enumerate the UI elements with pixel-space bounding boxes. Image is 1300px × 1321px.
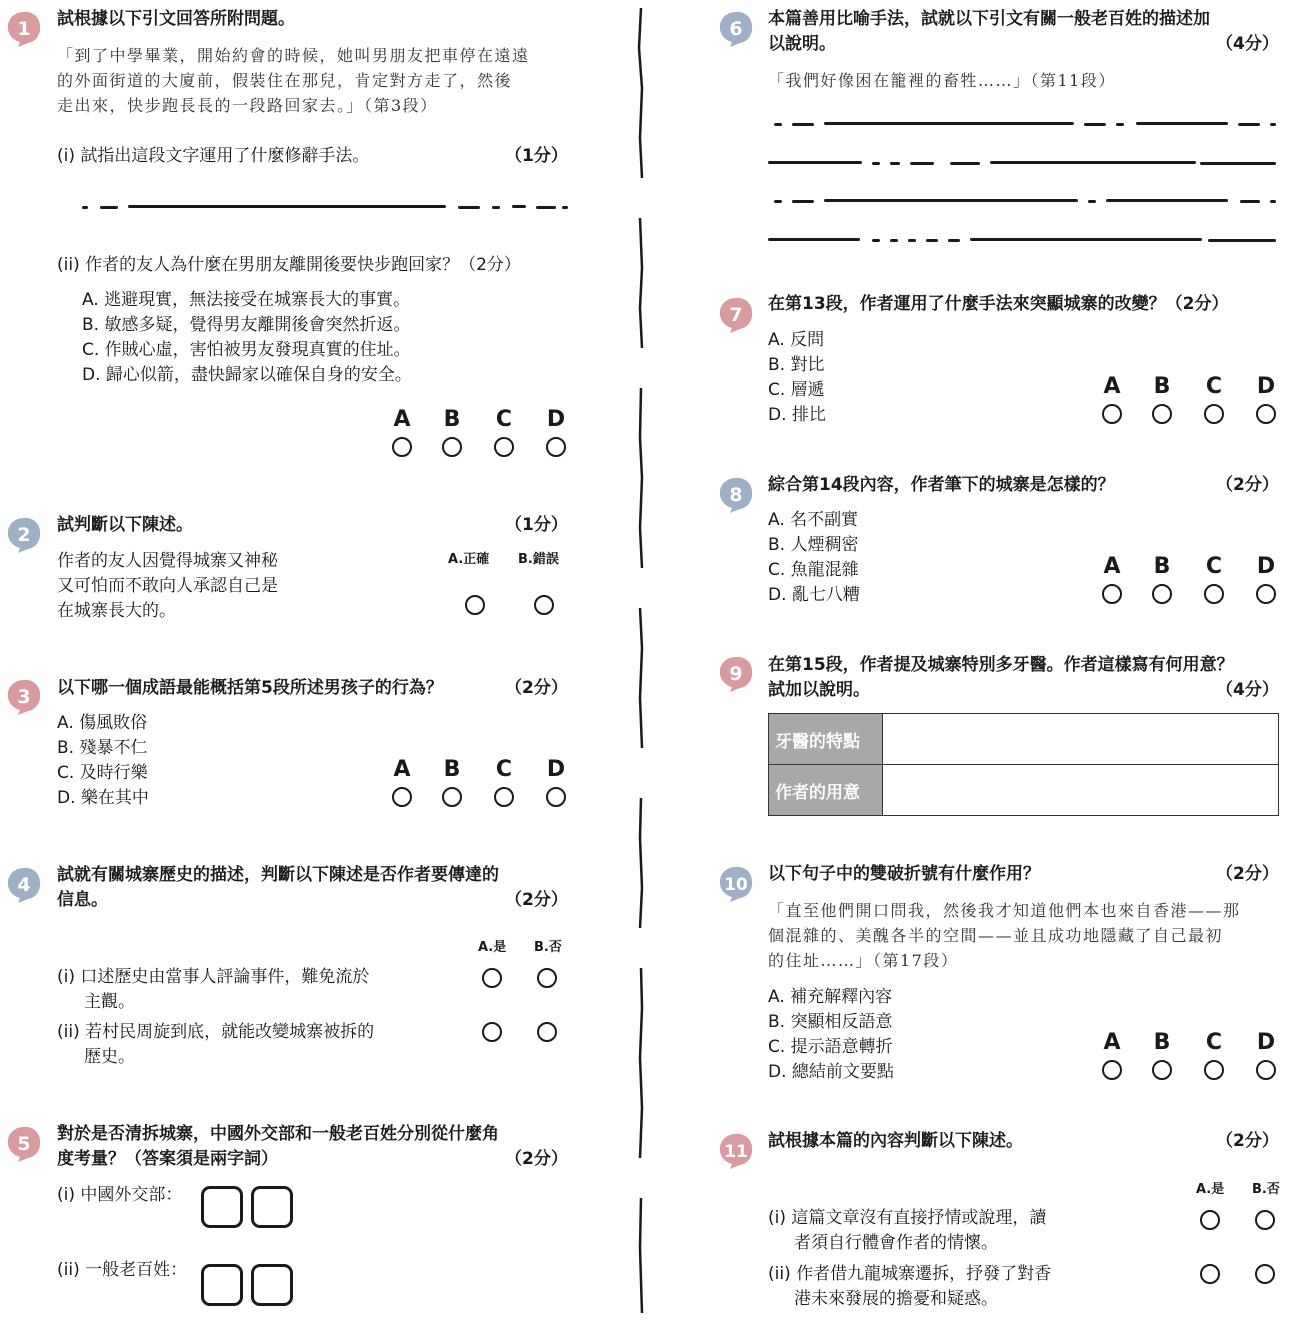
q9-title-line: 在第15段，作者提及城寨特別多牙醫。作者這樣寫有何用意？ xyxy=(768,655,1234,675)
q11-s1-line: (i) 這篇文章沒有直接抒情或說理，讀 xyxy=(768,1208,1047,1228)
badge-number: 4 xyxy=(17,874,31,896)
badge-number: 3 xyxy=(17,686,31,708)
q10-choice-b: B. 突顯相反語意 xyxy=(768,1012,893,1032)
q1-choice-b: B. 敏感多疑，覺得男友離開後會突然折返。 xyxy=(82,315,411,335)
q7-title: 在第13段，作者運用了什麼手法來突顯城寨的改變？（2分） xyxy=(768,294,1229,314)
q1-radio-b[interactable] xyxy=(442,437,462,457)
q10-quote-line: 「直至他們開口問我，然後我才知道他們本也來自香港——那 xyxy=(768,901,1241,920)
q3-option-label-b: B xyxy=(443,757,461,782)
q9-row-label-dentist-traits: 牙醫的特點 xyxy=(769,714,883,765)
q11-option-yes-label: A.是 xyxy=(1196,1182,1225,1197)
q3-option-label-c: C xyxy=(495,757,513,782)
question-badge-2 xyxy=(4,515,44,555)
q1-sub2-text: (ii) 作者的友人為什麼在男朋友離開後要快步跑回家？（2分） xyxy=(57,255,521,275)
q2-statement-line: 在城寨長大的。 xyxy=(57,601,176,621)
question-badge-11 xyxy=(716,1131,756,1171)
q7-option-label-d: D xyxy=(1256,374,1276,399)
q8-radio-b[interactable] xyxy=(1152,584,1172,604)
q11-s2-radio-yes[interactable] xyxy=(1200,1264,1220,1284)
q5-s1-label: (i) 中國外交部： xyxy=(57,1185,183,1205)
question-badge-1 xyxy=(4,9,44,49)
q10-option-label-a: A xyxy=(1103,1030,1121,1055)
q2-radio-true[interactable] xyxy=(465,595,485,615)
q6-answer-lines[interactable] xyxy=(768,118,1278,248)
q2-statement-line: 又可怕而不敢向人承認自己是 xyxy=(57,576,278,596)
q5-marks: （2分） xyxy=(505,1149,568,1169)
q3-option-label-d: D xyxy=(546,757,566,782)
q1-radio-d[interactable] xyxy=(546,437,566,457)
q11-s2-radio-no[interactable] xyxy=(1255,1264,1275,1284)
question-badge-9 xyxy=(716,654,756,694)
q10-choice-c: C. 提示語意轉折 xyxy=(768,1037,893,1057)
q7-radio-d[interactable] xyxy=(1256,404,1276,424)
q3-choice-c: C. 及時行樂 xyxy=(57,763,148,783)
q11-title: 試根據本篇的內容判斷以下陳述。 xyxy=(768,1131,1023,1151)
q7-choice-a: A. 反問 xyxy=(768,330,825,350)
q6-title-line: 本篇善用比喻手法，試就以下引文有關一般老百姓的描述加 xyxy=(768,9,1210,29)
question-badge-6 xyxy=(716,9,756,49)
q3-option-label-a: A xyxy=(393,757,411,782)
q3-choice-d: D. 樂在其中 xyxy=(57,788,149,808)
q7-option-label-c: C xyxy=(1205,374,1223,399)
q8-title: 綜合第14段內容，作者筆下的城寨是怎樣的？ xyxy=(768,475,1115,495)
q4-s1-radio-no[interactable] xyxy=(537,968,557,988)
q1-choice-a: A. 逃避現實，無法接受在城寨長大的事實。 xyxy=(82,290,411,310)
q10-radio-b[interactable] xyxy=(1152,1060,1172,1080)
q2-radio-false[interactable] xyxy=(534,595,554,615)
q8-option-label-b: B xyxy=(1153,554,1171,579)
badge-number: 7 xyxy=(729,304,743,326)
q1-quote-line: 的外面街道的大廈前，假裝住在那兒，肯定對方走了，然後 xyxy=(57,71,513,90)
q9-answer-cell-dentist-traits[interactable] xyxy=(883,714,1279,765)
q1-choice-c: C. 作賊心虛，害怕被男友發現真實的住址。 xyxy=(82,340,411,360)
q4-s2-radio-no[interactable] xyxy=(537,1022,557,1042)
q4-s1-line: (i) 口述歷史由當事人評論事件，難免流於 xyxy=(57,967,370,987)
q4-s1-radio-yes[interactable] xyxy=(482,968,502,988)
q10-radio-d[interactable] xyxy=(1256,1060,1276,1080)
q10-radio-a[interactable] xyxy=(1102,1060,1122,1080)
q11-s2-line: (ii) 作者借九龍城寨遷拆，抒發了對香 xyxy=(768,1264,1052,1284)
q6-title-line: 以說明。 xyxy=(768,34,836,54)
question-badge-5 xyxy=(4,1124,44,1164)
q9-answer-table xyxy=(768,713,1279,816)
q11-s2-line: 港未來發展的擔憂和疑惑。 xyxy=(794,1289,998,1309)
q3-choice-b: B. 殘暴不仁 xyxy=(57,738,148,758)
q3-marks: （2分） xyxy=(505,678,568,698)
q11-marks: （2分） xyxy=(1216,1131,1279,1151)
q3-radio-a[interactable] xyxy=(392,787,412,807)
q5-title-line: 對於是否清拆城寨，中國外交部和一般老百姓分別從什麼角 xyxy=(57,1124,499,1144)
q1-quote-line: 走出來，快步跑長長的一段路回家去。」（第3段） xyxy=(57,96,438,115)
q4-title-line: 試就有關城寨歷史的描述，判斷以下陳述是否作者要傳達的 xyxy=(57,865,499,885)
q4-s1-line: 主觀。 xyxy=(84,992,135,1012)
q5-s2-answer-box-2[interactable] xyxy=(251,1264,293,1306)
q8-option-label-a: A xyxy=(1103,554,1121,579)
badge-number: 6 xyxy=(729,18,743,40)
q1-option-label-a: A xyxy=(393,407,411,432)
badge-number: 10 xyxy=(724,875,748,895)
q10-choice-d: D. 總結前文要點 xyxy=(768,1062,894,1082)
badge-number: 2 xyxy=(17,524,31,546)
question-badge-7 xyxy=(716,295,756,335)
q8-marks: （2分） xyxy=(1216,475,1279,495)
q9-answer-cell-author-intent[interactable] xyxy=(883,765,1279,816)
q4-option-yes-label: A.是 xyxy=(478,940,507,955)
badge-number: 1 xyxy=(17,18,31,40)
q7-option-label-b: B xyxy=(1153,374,1171,399)
q2-statement-line: 作者的友人因覺得城寨又神秘 xyxy=(57,551,278,571)
q1-choice-d: D. 歸心似箭，盡快歸家以確保自身的安全。 xyxy=(82,365,412,385)
q10-option-label-d: D xyxy=(1256,1030,1276,1055)
q4-s2-line: 歷史。 xyxy=(84,1047,135,1067)
q3-radio-b[interactable] xyxy=(442,787,462,807)
q4-title-line: 信息。 xyxy=(57,890,108,910)
q3-choice-a: A. 傷風敗俗 xyxy=(57,713,148,733)
q9-title-line: 試加以說明。 xyxy=(768,680,870,700)
q3-radio-c[interactable] xyxy=(494,787,514,807)
q1-option-label-c: C xyxy=(495,407,513,432)
q1-radio-a[interactable] xyxy=(392,437,412,457)
q1-radio-c[interactable] xyxy=(494,437,514,457)
q3-title: 以下哪一個成語最能概括第5段所述男孩子的行為？ xyxy=(57,678,443,698)
q1-option-label-b: B xyxy=(443,407,461,432)
q10-option-label-b: B xyxy=(1153,1030,1171,1055)
q10-marks: （2分） xyxy=(1216,864,1279,884)
q10-radio-c[interactable] xyxy=(1204,1060,1224,1080)
q1-title: 試根據以下引文回答所附問題。 xyxy=(57,9,295,29)
q1-answer-line[interactable] xyxy=(82,204,568,212)
badge-number: 8 xyxy=(729,484,743,506)
q11-option-no-label: B.否 xyxy=(1252,1182,1280,1197)
q10-title: 以下句子中的雙破折號有什麼作用？ xyxy=(768,864,1040,884)
badge-number: 11 xyxy=(724,1142,748,1162)
q2-marks: （1分） xyxy=(505,515,568,535)
q7-radio-b[interactable] xyxy=(1152,404,1172,424)
q5-s1-answer-box-2[interactable] xyxy=(251,1186,293,1228)
q4-marks: （2分） xyxy=(505,890,568,910)
q11-s1-radio-yes[interactable] xyxy=(1200,1210,1220,1230)
q4-option-no-label: B.否 xyxy=(534,940,562,955)
q10-choice-a: A. 補充解釋內容 xyxy=(768,987,893,1007)
badge-number: 5 xyxy=(17,1133,31,1155)
q8-choice-c: C. 魚龍混雜 xyxy=(768,560,859,580)
q8-radio-a[interactable] xyxy=(1102,584,1122,604)
q2-title: 試判斷以下陳述。 xyxy=(57,515,193,535)
q8-choice-a: A. 名不副實 xyxy=(768,510,859,530)
q10-option-label-c: C xyxy=(1205,1030,1223,1055)
column-divider xyxy=(630,8,652,1313)
q3-radio-d[interactable] xyxy=(546,787,566,807)
q6-quote: 「我們好像困在籠裡的畜牲……」（第11段） xyxy=(768,71,1116,90)
q7-choice-b: B. 對比 xyxy=(768,355,825,375)
badge-number: 9 xyxy=(729,663,743,685)
q2-option-false-label: B.錯誤 xyxy=(518,552,559,567)
q5-s1-answer-box-1[interactable] xyxy=(201,1186,243,1228)
question-badge-3 xyxy=(4,677,44,717)
q7-choice-d: D. 排比 xyxy=(768,405,826,425)
question-badge-10 xyxy=(716,864,756,904)
q11-s1-radio-no[interactable] xyxy=(1255,1210,1275,1230)
q1-quote-line: 「到了中學畢業，開始約會的時候，她叫男朋友把車停在遠遠 xyxy=(57,46,530,65)
q9-row-label-author-intent: 作者的用意 xyxy=(769,765,883,816)
q1-sub1-text: (i) 試指出這段文字運用了什麼修辭手法。 xyxy=(57,146,370,166)
q9-marks: （4分） xyxy=(1216,680,1279,700)
q8-choice-d: D. 亂七八糟 xyxy=(768,585,860,605)
q10-quote-line: 的住址……」（第17段） xyxy=(768,951,959,970)
q8-option-label-d: D xyxy=(1256,554,1276,579)
q8-radio-d[interactable] xyxy=(1256,584,1276,604)
q10-quote-line: 個混雜的、美醜各半的空間——並且成功地隱藏了自己最初 xyxy=(768,926,1224,945)
q11-s1-line: 者須自行體會作者的情懷。 xyxy=(794,1233,998,1253)
q2-option-true-label: A.正確 xyxy=(448,552,490,567)
q1-option-label-d: D xyxy=(546,407,566,432)
q7-radio-a[interactable] xyxy=(1102,404,1122,424)
q5-title-line: 度考量？（答案須是兩字詞） xyxy=(57,1149,278,1169)
question-badge-8 xyxy=(716,475,756,515)
q1-sub1-marks: （1分） xyxy=(505,146,568,166)
q6-marks: （4分） xyxy=(1216,34,1279,54)
q5-s2-answer-box-1[interactable] xyxy=(201,1264,243,1306)
q5-s2-label: (ii) 一般老百姓： xyxy=(57,1260,188,1280)
q4-s2-line: (ii) 若村民周旋到底，就能改變城寨被拆的 xyxy=(57,1022,375,1042)
q8-radio-c[interactable] xyxy=(1204,584,1224,604)
q7-choice-c: C. 層遞 xyxy=(768,380,825,400)
q4-s2-radio-yes[interactable] xyxy=(482,1022,502,1042)
q8-choice-b: B. 人煙稠密 xyxy=(768,535,859,555)
q8-option-label-c: C xyxy=(1205,554,1223,579)
question-badge-4 xyxy=(4,865,44,905)
q7-option-label-a: A xyxy=(1103,374,1121,399)
q7-radio-c[interactable] xyxy=(1204,404,1224,424)
